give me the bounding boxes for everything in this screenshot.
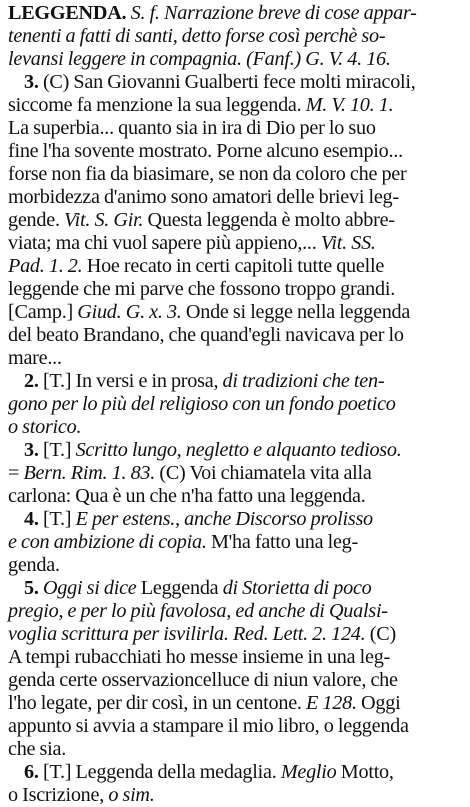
text-line	[8, 393, 462, 416]
text-run: gende.	[8, 209, 65, 231]
sense-number: 2.	[24, 370, 43, 392]
text-line	[8, 209, 462, 232]
text-run: del beato Brandano, che quand'egli navicava per lo	[8, 324, 404, 346]
text-run: A tempi rubacchiati ho messe insieme in una leg-	[8, 646, 391, 668]
text-run: Meglio	[280, 761, 337, 783]
text-run: [T.]	[42, 508, 76, 530]
text-run: forse non fia da biasimare, se non da coloro che per	[8, 163, 407, 185]
text-line	[8, 48, 462, 71]
text-run: tenenti a fatti di santi, detto forse così perchè so-	[8, 25, 386, 47]
text-run: l'ho legate, per dir così, in un centone.	[8, 692, 307, 714]
text-line	[8, 738, 462, 761]
text-run: di Storietta di poco	[222, 577, 372, 599]
text-line	[8, 2, 462, 25]
text-run: che sia.	[8, 738, 67, 760]
text-line	[8, 692, 462, 715]
sense-number: 5.	[24, 577, 43, 599]
text-line	[8, 485, 462, 508]
text-run: La superbia... quanto sia in ira di Dio per lo suo	[8, 117, 376, 139]
sense-number: 6.	[24, 761, 43, 783]
text-run: Vit. S. Gir.	[64, 209, 144, 231]
text-run: Pad. 1. 2.	[8, 255, 83, 277]
text-run: M. V. 10. 1.	[305, 94, 394, 116]
text-line	[8, 117, 462, 140]
text-run: carlona: Qua è un che n'ha fatto una leggenda.	[8, 485, 366, 507]
text-line	[8, 669, 462, 692]
text-line	[8, 554, 462, 577]
text-run: (C) Voi chiamatela vita alla	[155, 462, 372, 484]
text-run: E per estens., anche Discorso prolisso	[75, 508, 373, 530]
text-line	[8, 531, 462, 554]
text-run: [T.] In versi e in prosa,	[42, 370, 223, 392]
text-line	[8, 140, 462, 163]
text-run: [Camp.]	[8, 301, 78, 323]
text-line	[8, 232, 462, 255]
text-run: di tradizioni che ten-	[222, 370, 385, 392]
text-run: Questa leggenda è molto abbre-	[143, 209, 395, 231]
text-line	[8, 761, 462, 784]
text-line	[8, 416, 462, 439]
text-run: levansi leggere in compagnia. (Fanf.) G. V. 4. 16.	[8, 48, 391, 70]
text-line	[8, 462, 462, 485]
text-line	[8, 278, 462, 301]
text-line	[8, 94, 462, 117]
sense-number: 4.	[24, 508, 43, 530]
text-run: o storico.	[8, 416, 82, 438]
sense-number: LEGGENDA.	[8, 2, 127, 24]
text-line	[8, 163, 462, 186]
text-line	[8, 508, 462, 531]
dictionary-entry-leggenda	[8, 2, 462, 807]
text-run: E 128.	[306, 692, 357, 714]
text-line	[8, 71, 462, 94]
text-run: fine l'ha sovente mostrato. Porne alcuno esempio...	[8, 140, 403, 162]
text-line	[8, 623, 462, 646]
text-run: appunto si avvia a stampare il mio libro, o leggenda	[8, 715, 409, 737]
text-run: =	[8, 462, 24, 484]
text-run: Oggi	[356, 692, 401, 714]
text-line	[8, 370, 462, 393]
text-run: Scritto lungo, negletto e alquanto tedioso.	[75, 439, 402, 461]
text-run: o sim.	[108, 784, 155, 806]
text-line	[8, 347, 462, 370]
text-run: voglia scrittura per isvilirla. Red. Lett. 2. 124.	[8, 623, 366, 645]
text-line	[8, 646, 462, 669]
text-run: [T.] Leggenda della medaglia.	[42, 761, 281, 783]
text-run: Motto,	[336, 761, 394, 783]
text-run: Giud. G. x. 3.	[77, 301, 182, 323]
text-run: mare...	[8, 347, 62, 369]
text-run: Vit. SS.	[320, 232, 376, 254]
sense-number: 3.	[24, 439, 43, 461]
text-run: pregio, e per lo più favolosa, ed anche di Qualsi-	[8, 600, 388, 622]
text-run: Onde si legge nella leggenda	[181, 301, 411, 323]
text-line	[8, 324, 462, 347]
text-run: M'ha fatto una leg-	[206, 531, 358, 553]
text-line	[8, 715, 462, 738]
text-run: genda.	[8, 554, 60, 576]
text-run: siccome fa menzione la sua leggenda.	[8, 94, 306, 116]
text-run: S. f. Narrazione breve di cose appar-	[126, 2, 417, 24]
text-run: leggende che mi parve che fossono troppo grandi.	[8, 278, 395, 300]
text-line	[8, 186, 462, 209]
text-run: (C)	[365, 623, 396, 645]
text-run: o Iscrizione,	[8, 784, 109, 806]
text-line	[8, 255, 462, 278]
text-run: genda certe osservazioncelluce di niun valore, che	[8, 669, 398, 691]
text-run: morbidezza d'animo sono amatori delle brievi leg-	[8, 186, 399, 208]
text-line	[8, 600, 462, 623]
text-run: e con ambizione di copia.	[8, 531, 207, 553]
text-run: Bern. Rim. 1. 83.	[23, 462, 156, 484]
text-run: viata; ma chi vuol sapere più appieno,...	[8, 232, 321, 254]
text-run: gono per lo più del religioso con un fondo poetico	[8, 393, 396, 415]
text-run: [T.]	[42, 439, 76, 461]
text-line	[8, 784, 462, 807]
text-line	[8, 301, 462, 324]
text-line	[8, 439, 462, 462]
text-run: (C) San Giovanni Gualberti fece molti miracoli,	[42, 71, 416, 93]
text-run: Hoe recato in certi capitoli tutte quelle	[82, 255, 385, 277]
text-line	[8, 577, 462, 600]
text-run: Leggenda	[140, 577, 223, 599]
sense-number: 3.	[24, 71, 43, 93]
text-run: Oggi si dice	[42, 577, 141, 599]
text-line	[8, 25, 462, 48]
